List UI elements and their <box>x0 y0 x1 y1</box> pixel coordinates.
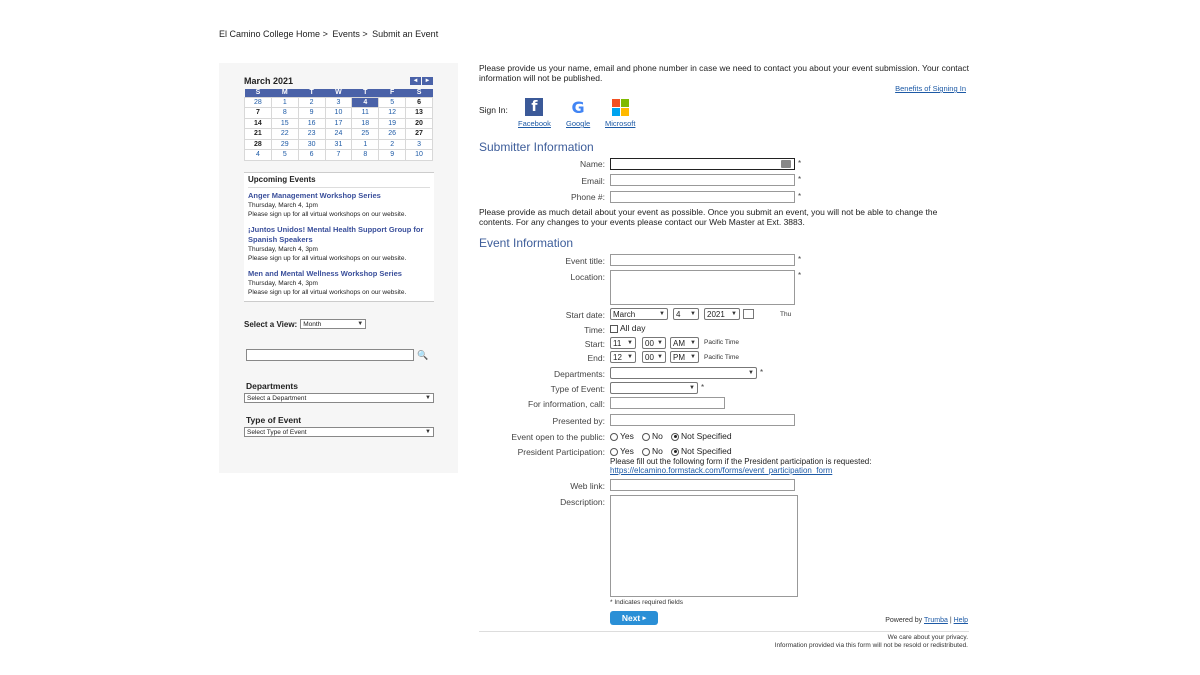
type-filter-select[interactable] <box>244 427 434 437</box>
president-yes-radio[interactable] <box>610 448 618 456</box>
end-hour-value: 12 <box>613 352 622 362</box>
location-label: Location: <box>570 272 605 282</box>
chevron-down-icon: ▼ <box>425 395 431 401</box>
year-value: 2021 <box>707 309 725 319</box>
start-time-label: Start: <box>584 339 605 349</box>
google-signin[interactable] <box>566 98 590 128</box>
calendar-day[interactable]: 11 <box>352 108 379 119</box>
public-yes-label: Yes <box>620 431 634 441</box>
breadcrumb <box>219 29 440 39</box>
event-date: Thursday, March 4, 3pm <box>248 246 318 253</box>
president-not-specified-radio[interactable] <box>671 448 679 456</box>
calendar-day[interactable]: 7 <box>245 108 272 119</box>
public-yes-radio[interactable] <box>610 433 618 441</box>
chevron-down-icon: ▼ <box>659 311 665 317</box>
chevron-down-icon: ▼ <box>748 370 754 376</box>
calendar-day[interactable]: 30 <box>298 139 325 150</box>
chevron-down-icon: ▼ <box>627 340 633 346</box>
search-input[interactable] <box>246 349 414 361</box>
start-ampm-value: AM <box>673 338 685 348</box>
calendar-day[interactable]: 18 <box>352 118 379 129</box>
event-type-label: Type of Event: <box>550 384 605 394</box>
departments-label: Departments <box>246 381 298 391</box>
start-hour-value: 11 <box>613 338 622 348</box>
location-textarea[interactable] <box>610 270 795 305</box>
president-label: President Participation: <box>517 447 605 457</box>
privacy-note: We care about your privacy. <box>887 634 968 641</box>
submitter-section-title: Submitter Information <box>479 140 594 154</box>
start-minute-value: 00 <box>645 338 654 348</box>
calendar-day[interactable]: 25 <box>352 129 379 140</box>
event-desc: Please sign up for all virtual workshops on our website. <box>248 289 407 296</box>
web-link-field[interactable] <box>610 479 795 491</box>
powered-by <box>885 617 968 624</box>
calendar-day[interactable]: 29 <box>271 139 298 150</box>
calendar-day[interactable]: 9 <box>298 108 325 119</box>
calendar-day[interactable]: 2 <box>298 97 325 108</box>
event-date: Thursday, March 4, 1pm <box>248 202 318 209</box>
calendar-day[interactable]: 6 <box>406 97 433 108</box>
calendar-day[interactable]: 4 <box>352 97 379 108</box>
calendar-day[interactable]: 8 <box>271 108 298 119</box>
calendar-day[interactable]: 8 <box>352 150 379 161</box>
chevron-down-icon: ▼ <box>731 311 737 317</box>
calendar-day[interactable]: 19 <box>379 118 406 129</box>
next-month-button[interactable]: ► <box>422 77 433 85</box>
president-yes-label: Yes <box>620 446 634 456</box>
required-mark: * <box>760 368 764 377</box>
calendar-icon[interactable] <box>743 309 754 319</box>
president-note: Please fill out the following form if the President participation is requested: <box>610 457 872 466</box>
end-minute-value: 00 <box>645 352 654 362</box>
chevron-down-icon: ▼ <box>627 354 633 360</box>
facebook-link[interactable]: Facebook <box>518 119 551 128</box>
weekday-header: T <box>352 89 379 97</box>
end-ampm-value: PM <box>673 352 685 362</box>
event-title-label: Event title: <box>565 256 605 266</box>
required-mark: * <box>798 159 802 168</box>
email-field[interactable] <box>610 174 795 186</box>
event-section-title: Event Information <box>479 236 574 250</box>
month-select[interactable] <box>610 308 668 320</box>
breadcrumb-events[interactable]: Events <box>332 29 360 39</box>
phone-label: Phone #: <box>570 192 605 202</box>
president-not-specified-label: Not Specified <box>681 446 732 456</box>
required-mark: * <box>798 255 802 264</box>
view-select-value: Month <box>303 320 322 328</box>
contact-card-icon <box>781 160 791 168</box>
departments-filter-value: Select a Department <box>247 394 307 402</box>
calendar-day[interactable]: 3 <box>325 97 352 108</box>
chevron-down-icon: ▼ <box>425 429 431 435</box>
event-type-select[interactable] <box>610 382 698 394</box>
upcoming-heading: Upcoming Events <box>248 175 430 188</box>
privacy-detail: Information provided via this form will not be resold or redistributed. <box>774 642 968 649</box>
end-hour-select[interactable] <box>610 351 636 363</box>
president-not-specified-option[interactable] <box>671 446 732 456</box>
public-no-label: No <box>652 431 663 441</box>
benefits-link[interactable]: Benefits of Signing In <box>895 84 966 93</box>
calendar-day[interactable]: 1 <box>352 139 379 150</box>
calendar-day[interactable]: 26 <box>379 129 406 140</box>
event-title-link[interactable]: ¡Juntos Unidos! Mental Health Support Group for Spanish Speakers <box>248 225 424 244</box>
google-icon: G <box>571 97 585 117</box>
public-not-specified-option[interactable] <box>671 431 732 441</box>
microsoft-link[interactable]: Microsoft <box>605 119 636 128</box>
view-select[interactable] <box>300 319 366 329</box>
required-mark: * <box>798 192 802 201</box>
weekday-header: W <box>325 89 352 97</box>
event-item <box>248 225 430 263</box>
public-yes-option[interactable] <box>610 431 634 441</box>
upcoming-events <box>244 172 434 302</box>
description-textarea[interactable] <box>610 495 798 597</box>
chevron-down-icon: ▼ <box>690 354 696 360</box>
signin-label: Sign In: <box>479 105 508 115</box>
departments-field-label: Departments: <box>553 369 605 379</box>
view-label: Select a View: <box>244 319 298 329</box>
weekday-header: T <box>298 89 325 97</box>
details-note: Please provide as much detail about your event as possible. Once you submit an event, you will not be able to change the contents. For any changes to your events please contact our Web Master at Ext. 3883. <box>479 207 938 227</box>
weekday-header: S <box>406 89 433 97</box>
event-title-link[interactable]: Anger Management Workshop Series <box>248 191 381 200</box>
breadcrumb-sep: > <box>322 29 328 39</box>
trumba-link[interactable]: Trumba <box>924 617 948 624</box>
phone-field[interactable] <box>610 191 795 203</box>
type-filter-label: Type of Event <box>246 415 302 425</box>
calendar-day[interactable]: 23 <box>298 129 325 140</box>
info-call-field[interactable] <box>610 397 725 409</box>
email-label: Email: <box>581 176 605 186</box>
web-link-label: Web link: <box>570 481 605 491</box>
calendar-day[interactable]: 6 <box>298 150 325 161</box>
chevron-down-icon: ▼ <box>657 354 663 360</box>
event-desc: Please sign up for all virtual workshops on our website. <box>248 211 407 218</box>
all-day-option[interactable] <box>610 323 646 333</box>
calendar-day[interactable]: 20 <box>406 118 433 129</box>
calendar-day[interactable]: 7 <box>325 150 352 161</box>
calendar-day[interactable]: 10 <box>325 108 352 119</box>
president-form-link[interactable]: https://elcamino.formstack.com/forms/event_participation_form <box>610 466 833 475</box>
microsoft-signin[interactable] <box>605 98 635 128</box>
public-not-specified-label: Not Specified <box>681 431 732 441</box>
calendar-day[interactable]: 14 <box>245 118 272 129</box>
name-field[interactable] <box>610 158 795 170</box>
presented-by-field[interactable] <box>610 414 795 426</box>
prev-month-button[interactable]: ◄ <box>410 77 421 85</box>
all-day-label: All day <box>620 323 646 333</box>
start-ampm-select[interactable] <box>670 337 699 349</box>
calendar-day[interactable]: 10 <box>406 150 433 161</box>
view-selector <box>244 319 366 329</box>
president-yes-option[interactable] <box>610 446 634 456</box>
type-filter-value: Select Type of Event <box>247 428 307 436</box>
calendar-day[interactable]: 3 <box>406 139 433 150</box>
public-label: Event open to the public: <box>511 432 605 442</box>
calendar-day[interactable]: 31 <box>325 139 352 150</box>
weekday-header: F <box>379 89 406 97</box>
breadcrumb-sep: > <box>362 29 368 39</box>
microsoft-icon <box>611 98 629 116</box>
presented-by-label: Presented by: <box>552 416 605 426</box>
calendar-day[interactable]: 12 <box>379 108 406 119</box>
end-ampm-select[interactable] <box>670 351 699 363</box>
event-title-link[interactable]: Men and Mental Wellness Workshop Series <box>248 269 402 278</box>
sidebar <box>219 63 458 473</box>
event-desc: Please sign up for all virtual workshops on our website. <box>248 255 407 262</box>
calendar-day[interactable]: 4 <box>245 150 272 161</box>
breadcrumb-current: Submit an Event <box>372 29 439 39</box>
calendar-day[interactable]: 1 <box>271 97 298 108</box>
month-value: March <box>613 309 636 319</box>
chevron-down-icon: ▼ <box>689 385 695 391</box>
chevron-down-icon: ▼ <box>657 340 663 346</box>
calendar-title: March 2021 <box>244 76 294 86</box>
calendar-day[interactable]: 22 <box>271 129 298 140</box>
info-call-label: For information, call: <box>528 399 605 409</box>
mini-calendar <box>244 75 433 161</box>
contact-intro: Please provide us your name, email and phone number in case we need to contact you about your event submission. Your contact information will not be published. <box>479 63 969 83</box>
footer-pipe: | <box>949 617 952 624</box>
end-timezone: Pacific Time <box>704 354 740 361</box>
start-timezone: Pacific Time <box>704 339 740 346</box>
search-icon[interactable]: 🔍 <box>417 349 429 360</box>
president-no-radio[interactable] <box>642 448 650 456</box>
president-no-option[interactable] <box>642 446 663 456</box>
weekday-header: S <box>245 89 272 97</box>
event-item <box>248 269 430 297</box>
calendar-day[interactable]: 24 <box>325 129 352 140</box>
start-minute-select[interactable] <box>642 337 666 349</box>
required-note: * Indicates required fields <box>610 599 683 606</box>
calendar-day[interactable]: 13 <box>406 108 433 119</box>
start-hour-select[interactable] <box>610 337 636 349</box>
breadcrumb-home[interactable]: El Camino College Home <box>219 29 321 39</box>
end-time-label: End: <box>587 353 605 363</box>
event-title-field[interactable] <box>610 254 795 266</box>
event-date: Thursday, March 4, 3pm <box>248 280 318 287</box>
facebook-icon: f <box>525 98 543 116</box>
public-not-specified-radio[interactable] <box>671 433 679 441</box>
year-select[interactable] <box>704 308 740 320</box>
calendar-day[interactable]: 5 <box>271 150 298 161</box>
departments-select[interactable] <box>610 367 757 379</box>
event-item <box>248 191 430 219</box>
required-mark: * <box>701 383 705 392</box>
facebook-signin[interactable] <box>518 98 551 128</box>
weekday-header: M <box>271 89 298 97</box>
chevron-down-icon: ▼ <box>357 321 364 327</box>
required-mark: * <box>798 271 802 280</box>
all-day-checkbox[interactable] <box>610 325 618 333</box>
calendar-day[interactable]: 5 <box>379 97 406 108</box>
calendar-day[interactable]: 27 <box>406 129 433 140</box>
play-icon: ▸ <box>642 615 647 622</box>
next-button[interactable] <box>610 611 658 625</box>
start-date-label: Start date: <box>565 310 605 320</box>
footer-divider <box>479 631 969 632</box>
calendar-day[interactable]: 9 <box>379 150 406 161</box>
calendar-day[interactable]: 28 <box>245 97 272 108</box>
calendar-day[interactable]: 2 <box>379 139 406 150</box>
search-row <box>246 349 428 361</box>
day-value: 4 <box>676 309 681 319</box>
required-mark: * <box>798 175 802 184</box>
powered-by-text: Powered by <box>885 617 923 624</box>
president-no-label: No <box>652 446 663 456</box>
public-no-radio[interactable] <box>642 433 650 441</box>
next-button-label: Next <box>621 613 641 623</box>
calendar-day[interactable]: 28 <box>245 139 272 150</box>
name-label: Name: <box>579 159 605 169</box>
time-label: Time: <box>584 325 605 335</box>
end-minute-select[interactable] <box>642 351 666 363</box>
calendar-day[interactable]: 16 <box>298 118 325 129</box>
departments-filter-select[interactable] <box>244 393 434 403</box>
calendar-grid <box>244 89 433 161</box>
weekday-display: Thu <box>780 311 792 318</box>
help-link[interactable]: Help <box>953 617 968 624</box>
description-label: Description: <box>560 497 605 507</box>
google-link[interactable]: Google <box>566 119 591 128</box>
calendar-day[interactable]: 17 <box>325 118 352 129</box>
calendar-day[interactable]: 15 <box>271 118 298 129</box>
chevron-down-icon: ▼ <box>690 311 696 317</box>
day-select[interactable] <box>673 308 699 320</box>
chevron-down-icon: ▼ <box>690 340 696 346</box>
public-no-option[interactable] <box>642 431 663 441</box>
calendar-day[interactable]: 21 <box>245 129 272 140</box>
